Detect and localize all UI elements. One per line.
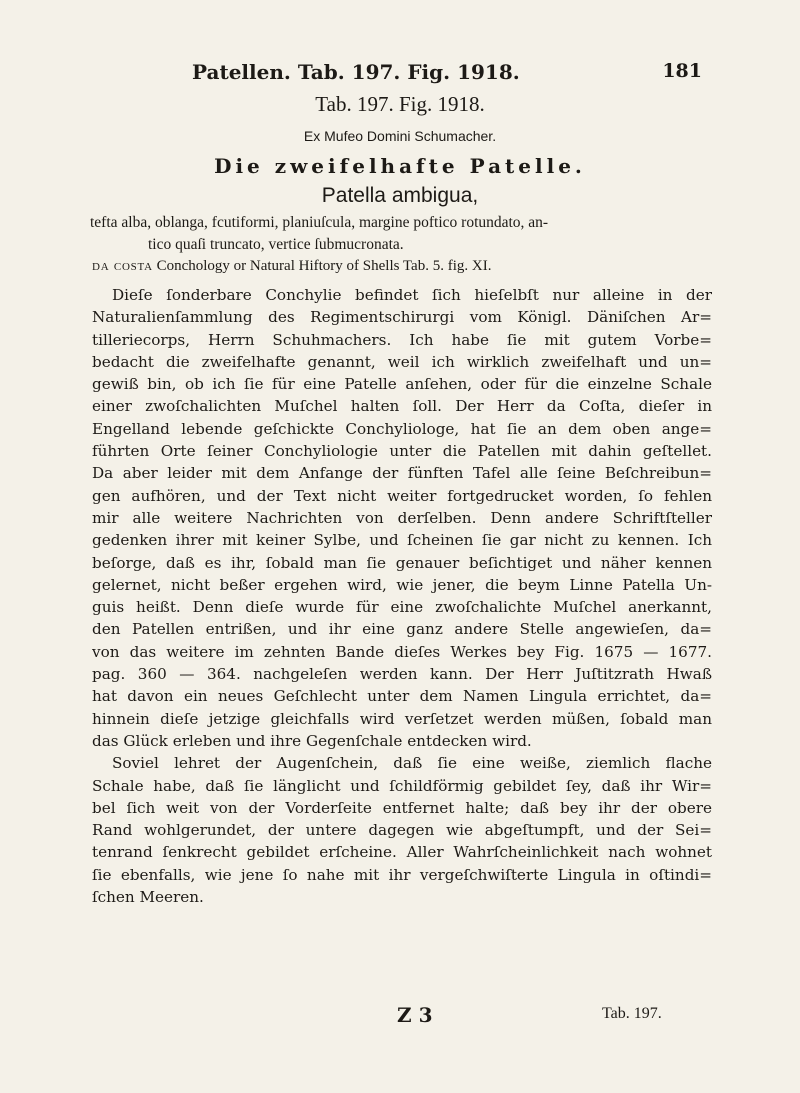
- body-line: gewiß bin, ob ich ſie für eine Patelle anſehen, oder für die einzelne Schale: [92, 375, 712, 394]
- signature-mark: Z 3: [397, 1003, 433, 1027]
- body-line: pag. 360 — 364. nachgeleſen werden kann. Der Herr Juſtitzrath Hwaß: [92, 665, 712, 684]
- body-line: Rand wohlgerundet, der untere dagegen wie abgeſtumpft, und der Sei=: [92, 821, 712, 840]
- latin-description-line: tico quaſi truncato, vertice ſubmucronata.: [148, 236, 404, 253]
- body-line: beſorge, daß es ihr, ſobald man ſie genauer beſichtiget und näher kennen: [92, 553, 712, 572]
- body-line: tenrand ſenkrecht gebildet erſcheine. Aller Wahrſcheinlichkeit nach wohnet: [92, 843, 712, 862]
- species-german-title: Die zweifelhafte Patelle.: [214, 154, 586, 178]
- catchword: Tab. 197.: [602, 1005, 662, 1022]
- body-line: Engelland lebende geſchickte Conchyliologe, hat ſie an dem oben ange=: [92, 419, 712, 438]
- tab-fig-heading: Tab. 197. Fig. 1918.: [315, 92, 485, 116]
- page-number: 181: [662, 60, 702, 82]
- body-line: den Patellen entrißen, und ihr eine ganz andere Stelle angewieſen, da=: [92, 620, 712, 639]
- body-line: gelernet, nicht beßer ergehen wird, wie jener, die beym Linne Patella Un-: [92, 575, 712, 594]
- species-latin-name: Patella ambigua,: [321, 184, 479, 207]
- latin-description: [90, 212, 710, 256]
- body-line: gedenken ihrer mit keiner Sylbe, und ſcheinen ſie gar nicht zu kennen. Ich: [92, 531, 712, 550]
- running-title: Patellen.: [192, 60, 291, 84]
- body-line: Dieſe ſonderbare Conchylie befindet ſich hieſelbſt nur alleine in der: [112, 286, 712, 304]
- body-line: hat davon ein neues Geſchlecht unter dem Namen Lingula errichtet, da=: [92, 687, 712, 706]
- body-line: bel ſich weit von der Vorderſeite entfernet halte; daß bey ihr der obere: [92, 798, 712, 817]
- body-line: Soviel lehret der Augenſchein, daß ſie eine weiße, ziemlich flache: [112, 754, 712, 773]
- body-line: tilleriecorps, Herrn Schuhmachers. Ich habe ſie mit gutem Vorbe=: [92, 330, 712, 349]
- body-line: Schale habe, daß ſie länglicht und ſchildförmig gebildet ſey, daß ihr Wir=: [92, 776, 712, 795]
- running-fig-ref: Fig. 1918.: [407, 60, 520, 84]
- reference-author: da costa: [92, 258, 153, 274]
- body-line: ſie ebenfalls, wie jene ſo nahe mit ihr vergeſchwiſterte Lingula in oſtindi=: [92, 865, 712, 884]
- body-line: das Glück erleben und ihre Gegenſchale entdecken wird.: [92, 731, 532, 750]
- body-line: bedacht die zweifelhafte genannt, weil ich wirklich zweifelhaft und un=: [92, 352, 712, 371]
- literature-reference: [92, 258, 712, 275]
- body-line: Da aber leider mit dem Anfange der fünften Tafel alle ſeine Beſchreibun=: [92, 464, 712, 483]
- body-text: [92, 284, 712, 908]
- running-head: [192, 60, 642, 84]
- body-line: hinnein dieſe jetzige gleichfalls wird verſetzet werden müßen, ſobald man: [92, 709, 712, 728]
- latin-description-line: tefta alba, oblanga, fcutiformi, planiuſcula, margine poftico rotundato, an-: [90, 214, 549, 231]
- body-line: ſchen Meeren.: [92, 888, 204, 907]
- running-tab-ref: Tab. 197.: [297, 60, 401, 84]
- body-line: Naturalienſammlung des Regimentschirurgi vom Königl. Däniſchen Ar=: [92, 308, 712, 327]
- body-line: gen aufhören, und der Text nicht weiter fortgedrucket worden, ſo fehlen: [92, 486, 712, 505]
- body-line: von das weitere im zehnten Bande dieſes Werkes bey Fig. 1675 — 1677.: [92, 642, 712, 661]
- body-line: einer zwoſchalichten Muſchel halten ſoll. Der Herr da Coſta, dieſer in: [92, 397, 712, 416]
- body-line: guis heißt. Denn dieſe wurde für eine zwoſchalichte Muſchel anerkannt,: [92, 598, 712, 617]
- reference-text: Conchology or Natural Hiftory of Shells Tab. 5. fig. XI.: [156, 258, 492, 274]
- museum-source: Ex Mufeo Domini Schumacher.: [303, 128, 497, 144]
- body-line: führten Orte ſeiner Conchyliologie unter die Patellen mit dahin geſtellet.: [92, 442, 712, 461]
- body-line: mir alle weitere Nachrichten von derſelben. Denn andere Schriftſteller: [92, 508, 712, 527]
